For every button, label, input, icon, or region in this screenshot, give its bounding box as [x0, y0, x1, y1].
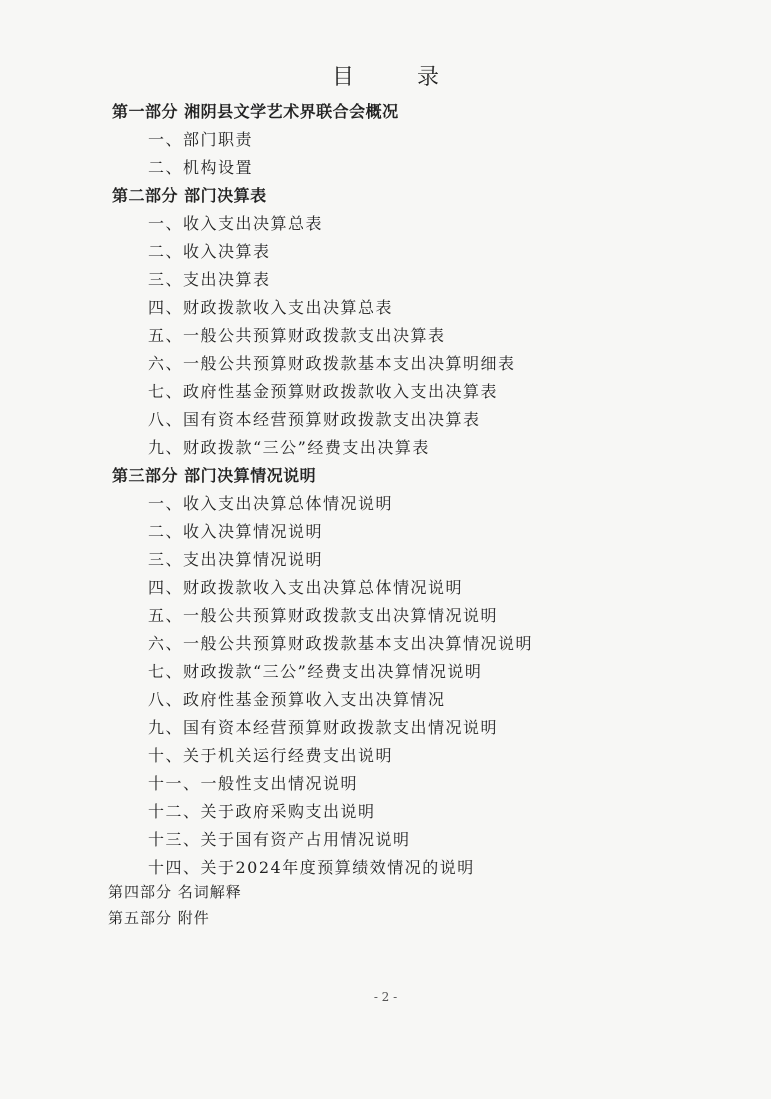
toc-item: 九、财政拨款“三公”经费支出决算表	[148, 438, 430, 457]
toc-item: 二、收入决算情况说明	[148, 522, 324, 541]
toc-item: 四、财政拨款收入支出决算总体情况说明	[148, 578, 464, 597]
toc-item: 四、财政拨款收入支出决算总表	[148, 298, 394, 317]
toc-item: 十三、关于国有资产占用情况说明	[148, 830, 411, 849]
toc-item: 一、收入支出决算总表	[148, 214, 324, 233]
toc-part-heading: 第三部分 部门决算情况说明	[112, 466, 317, 485]
toc-item: 九、国有资本经营预算财政拨款支出情况说明	[148, 718, 499, 737]
toc-item: 六、一般公共预算财政拨款基本支出决算明细表	[148, 354, 516, 373]
toc-item: 十一、一般性支出情况说明	[148, 774, 359, 793]
toc-item: 一、部门职责	[148, 130, 254, 149]
toc-item: 十四、关于2024年度预算绩效情况的说明	[148, 858, 475, 877]
toc-part-heading: 第四部分 名词解释	[108, 883, 242, 901]
toc-item: 二、机构设置	[148, 158, 254, 177]
toc-part-heading: 第一部分 湘阴县文学艺术界联合会概况	[112, 102, 399, 121]
toc-item: 一、收入支出决算总体情况说明	[148, 494, 394, 513]
toc-item: 七、政府性基金预算财政拨款收入支出决算表	[148, 382, 499, 401]
toc-part-heading: 第五部分 附件	[108, 909, 210, 927]
toc-item: 六、一般公共预算财政拨款基本支出决算情况说明	[148, 634, 534, 653]
page-title: 目 录	[332, 65, 467, 90]
toc-item: 三、支出决算情况说明	[148, 550, 324, 569]
toc-part-heading: 第二部分 部门决算表	[112, 186, 267, 205]
toc-item: 五、一般公共预算财政拨款支出决算表	[148, 326, 446, 345]
toc-item: 三、支出决算表	[148, 270, 271, 289]
toc-item: 十、关于机关运行经费支出说明	[148, 746, 394, 765]
toc-item: 八、政府性基金预算收入支出决算情况	[148, 690, 446, 709]
toc-item: 五、一般公共预算财政拨款支出决算情况说明	[148, 606, 499, 625]
page-number: - 2 -	[373, 990, 398, 1004]
toc-item: 二、收入决算表	[148, 242, 271, 261]
toc-item: 七、财政拨款“三公”经费支出决算情况说明	[148, 662, 483, 681]
toc-item: 八、国有资本经营预算财政拨款支出决算表	[148, 410, 481, 429]
toc-item: 十二、关于政府采购支出说明	[148, 802, 376, 821]
